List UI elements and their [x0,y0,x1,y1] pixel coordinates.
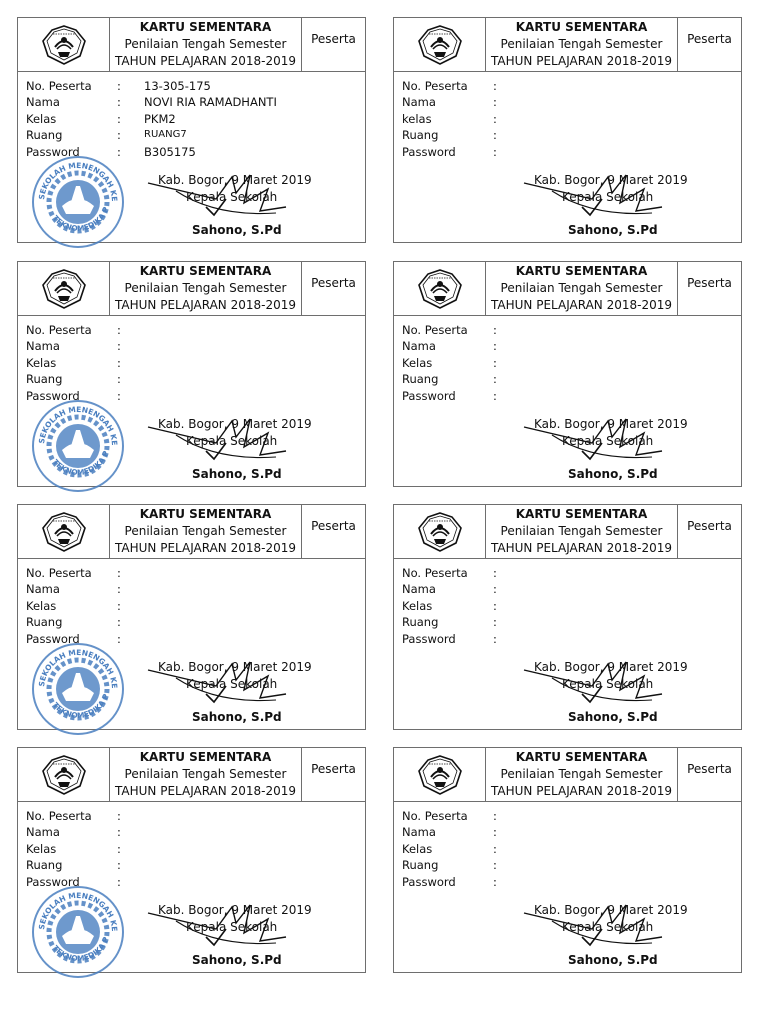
signer-role: Kepala Sekolah [186,434,278,448]
exam-card-4: KARTU SEMENTARA Penilaian Tengah Semester TAHUN PELAJARAN 2018-2019 Peserta No. Peserta : Nama : Kelas : Ruang : Password : Kab. Bogor, 9 Maret 2019 Kepala Sekolah Sahono, S.Pd [393,261,742,487]
card-subtitle: Penilaian Tengah Semester [500,281,663,295]
logo-cell [18,505,110,558]
svg-text:TEKNOMEDIKA PLUS: TEKNOMEDIKA P [50,935,111,964]
stamp-area [30,398,126,498]
title-cell [486,262,678,315]
signer-name: Sahono, S.Pd [192,953,282,967]
card-title: KARTU SEMENTARA [515,507,648,521]
logo-cell [18,262,110,315]
svg-text:SEKOLAH MENENGAH KEJURUAN: SEKOLAH MENENGAH KE [37,890,120,932]
card-header [394,748,741,802]
stamp-area [30,884,126,984]
peserta-label: Peserta [687,762,732,776]
kelas-value: PKM2 [144,111,176,126]
card-year: TAHUN PELAJARAN 2018-2019 [491,784,672,798]
peserta-label: Peserta [687,519,732,533]
logo-cell [394,505,486,558]
school-stamp [30,884,126,980]
card-subtitle: Penilaian Tengah Semester [500,767,663,781]
exam-card-3: KARTU SEMENTARA Penilaian Tengah Semester TAHUN PELAJARAN 2018-2019 Peserta No. Peserta : Nama : Kelas : Ruang : Password : SEKOLAH MENENGAH KE TEKNOMEDIKA P Kab. Bogor, 9 Maret 2019 Kepala Sekolah Sahono, S.Pd [17,261,366,487]
place-date: Kab. Bogor, 9 Maret 2019 [158,660,312,674]
card-header [18,748,365,802]
signer-name: Sahono, S.Pd [192,223,282,237]
title-cell [486,18,678,71]
place-date: Kab. Bogor, 9 Maret 2019 [534,417,688,431]
card-title: KARTU SEMENTARA [139,264,272,278]
password-value: B305175 [144,144,196,159]
signer-name: Sahono, S.Pd [568,223,658,237]
card-header [18,505,365,559]
signature-scribble [146,899,296,959]
svg-text:SEKOLAH MENENGAH KEJURUAN: SEKOLAH MENENGAH KE [37,404,120,446]
place-date: Kab. Bogor, 9 Maret 2019 [158,173,312,187]
card-title: KARTU SEMENTARA [139,750,272,764]
svg-text:TEKNOMEDIKA PLUS: TEKNOMEDIKA P [50,692,111,721]
no-peserta-value: 13-305-175 [144,79,211,93]
signer-name: Sahono, S.Pd [568,467,658,481]
tut-wuri-handayani-logo [35,510,93,554]
logo-cell [394,262,486,315]
title-cell [110,262,302,315]
title-cell [110,748,302,801]
signer-name: Sahono, S.Pd [568,710,658,724]
card-title: KARTU SEMENTARA [515,750,648,764]
card-header [394,262,741,316]
stamp-area [30,641,126,741]
tut-wuri-handayani-logo [35,267,93,311]
card-header [18,18,365,72]
exam-card-5: KARTU SEMENTARA Penilaian Tengah Semester TAHUN PELAJARAN 2018-2019 Peserta No. Peserta : Nama : Kelas : Ruang : Password : SEKOLAH MENENGAH KE TEKNOMEDIKA P Kab. Bogor, 9 Maret 2019 Kepala Sekolah Sahono, S.Pd [17,504,366,730]
signer-name: Sahono, S.Pd [192,710,282,724]
school-stamp [30,154,126,250]
svg-text:TEKNOMEDIKA PLUS: TEKNOMEDIKA P [50,205,111,234]
signature-scribble [146,656,296,716]
signer-role: Kepala Sekolah [186,190,278,204]
tut-wuri-handayani-logo [411,23,469,67]
card-year: TAHUN PELAJARAN 2018-2019 [115,784,296,798]
peserta-label: Peserta [311,276,356,290]
title-cell [110,18,302,71]
svg-text:TEKNOMEDIKA PLUS: TEKNOMEDIKA P [50,449,111,478]
peserta-label: Peserta [311,762,356,776]
card-header [394,505,741,559]
peserta-label: Peserta [687,32,732,46]
card-subtitle: Penilaian Tengah Semester [124,767,287,781]
tut-wuri-handayani-logo [411,753,469,797]
card-year: TAHUN PELAJARAN 2018-2019 [491,298,672,312]
stamp-area [30,154,126,254]
card-title: KARTU SEMENTARA [139,507,272,521]
card-header [18,262,365,316]
svg-text:SEKOLAH MENENGAH KEJURUAN: SEKOLAH MENENGAH KE [37,647,120,689]
logo-cell [18,18,110,71]
tut-wuri-handayani-logo [411,267,469,311]
card-title: KARTU SEMENTARA [515,264,648,278]
card-subtitle: Penilaian Tengah Semester [124,524,287,538]
card-subtitle: Penilaian Tengah Semester [124,37,287,51]
signer-role: Kepala Sekolah [562,190,654,204]
signature-scribble [146,169,296,229]
place-date: Kab. Bogor, 9 Maret 2019 [158,903,312,917]
exam-card-8: KARTU SEMENTARA Penilaian Tengah Semester TAHUN PELAJARAN 2018-2019 Peserta No. Peserta : Nama : Kelas : Ruang : Password : Kab. Bogor, 9 Maret 2019 Kepala Sekolah Sahono, S.Pd [393,747,742,973]
exam-card-6: KARTU SEMENTARA Penilaian Tengah Semester TAHUN PELAJARAN 2018-2019 Peserta No. Peserta : Nama : Kelas : Ruang : Password : Kab. Bogor, 9 Maret 2019 Kepala Sekolah Sahono, S.Pd [393,504,742,730]
school-stamp [30,398,126,494]
logo-cell [18,748,110,801]
place-date: Kab. Bogor, 9 Maret 2019 [534,660,688,674]
place-date: Kab. Bogor, 9 Maret 2019 [158,417,312,431]
exam-card-2: KARTU SEMENTARA Penilaian Tengah Semester TAHUN PELAJARAN 2018-2019 Peserta No. Peserta : Nama : kelas : Ruang : Password : Kab. Bogor, 9 Maret 2019 Kepala Sekolah Sahono, S.Pd [393,17,742,243]
logo-cell [394,18,486,71]
peserta-label: Peserta [311,519,356,533]
card-header [394,18,741,72]
signer-role: Kepala Sekolah [562,677,654,691]
card-subtitle: Penilaian Tengah Semester [500,37,663,51]
peserta-label: Peserta [311,32,356,46]
signer-role: Kepala Sekolah [186,677,278,691]
signer-name: Sahono, S.Pd [192,467,282,481]
exam-card-7: KARTU SEMENTARA Penilaian Tengah Semester TAHUN PELAJARAN 2018-2019 Peserta No. Peserta : Nama : Kelas : Ruang : Password : SEKOLAH MENENGAH KE TEKNOMEDIKA P Kab. Bogor, 9 Maret 2019 Kepala Sekolah Sahono, S.Pd [17,747,366,973]
peserta-label: Peserta [687,276,732,290]
tut-wuri-handayani-logo [411,510,469,554]
signature-scribble [522,656,672,716]
nama-value: NOVI RIA RAMADHANTI [144,95,277,110]
card-year: TAHUN PELAJARAN 2018-2019 [115,298,296,312]
card-subtitle: Penilaian Tengah Semester [500,524,663,538]
card-year: TAHUN PELAJARAN 2018-2019 [115,54,296,68]
signer-name: Sahono, S.Pd [568,953,658,967]
card-title: KARTU SEMENTARA [139,20,272,34]
ruang-value: RUANG7 [144,129,187,141]
title-cell [110,505,302,558]
school-stamp [30,641,126,737]
place-date: Kab. Bogor, 9 Maret 2019 [534,903,688,917]
card-year: TAHUN PELAJARAN 2018-2019 [115,541,296,555]
card-title: KARTU SEMENTARA [515,20,648,34]
exam-card-1: KARTU SEMENTARA Penilaian Tengah Semester TAHUN PELAJARAN 2018-2019 Peserta No. Peserta : 13-305-175 Nama : NOVI RIA RAMADHANTI Kelas : PKM2 Ruang : RUANG7 Password : B305175 SEKOLAH MENENGAH KE TEKNOMEDIKA P Kab. Bogor, 9 Maret 2019 Kepala Sekolah Sahono, S.Pd [17,17,366,243]
signer-role: Kepala Sekolah [186,920,278,934]
card-year: TAHUN PELAJARAN 2018-2019 [491,54,672,68]
signature-scribble [522,169,672,229]
signer-role: Kepala Sekolah [562,434,654,448]
signature-scribble [522,899,672,959]
card-year: TAHUN PELAJARAN 2018-2019 [491,541,672,555]
place-date: Kab. Bogor, 9 Maret 2019 [534,173,688,187]
svg-text:SEKOLAH MENENGAH KEJURUAN: SEKOLAH MENENGAH KE [37,160,120,202]
title-cell [486,748,678,801]
card-subtitle: Penilaian Tengah Semester [124,281,287,295]
tut-wuri-handayani-logo [35,23,93,67]
signer-role: Kepala Sekolah [562,920,654,934]
signature-scribble [146,413,296,473]
title-cell [486,505,678,558]
tut-wuri-handayani-logo [35,753,93,797]
logo-cell [394,748,486,801]
signature-scribble [522,413,672,473]
